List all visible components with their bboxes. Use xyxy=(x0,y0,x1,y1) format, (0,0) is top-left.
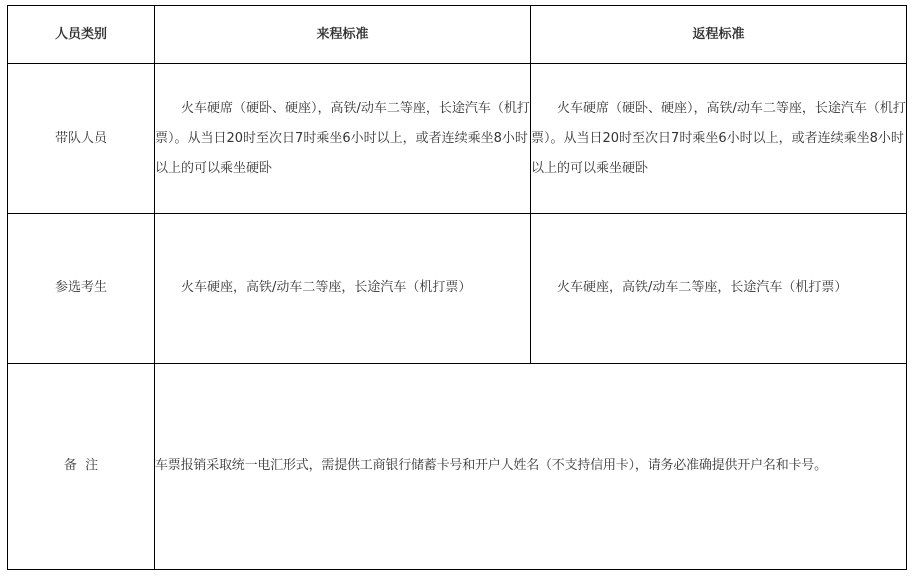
outbound-cell-candidates: 火车硬座，高铁/动车二等座，长途汽车（机打票） xyxy=(155,214,531,363)
header-return: 返程标准 xyxy=(531,6,907,64)
table-row-notes xyxy=(8,363,907,569)
category-cell-leaders: 带队人员 xyxy=(8,64,155,214)
notes-label: 备 注 xyxy=(63,458,99,474)
outbound-cell-leaders: 火车硬席（硬卧、硬座），高铁/动车二等座，长途汽车（机打票）。从当日20时至次日7时乘坐6小时以上，或者连续乘坐8小时以上的可以乘坐硬卧 xyxy=(155,64,531,214)
table-row-leaders xyxy=(8,64,907,214)
travel-standards-table xyxy=(7,5,907,570)
header-row xyxy=(8,6,907,64)
header-category: 人员类别 xyxy=(8,6,155,64)
category-cell-candidates: 参选考生 xyxy=(8,214,155,363)
notes-cell: 车票报销采取统一电汇形式，需提供工商银行储蓄卡号和开户人姓名（不支持信用卡），请务必准确提供开户名和卡号。 xyxy=(155,363,907,569)
category-cell-notes xyxy=(8,363,155,569)
header-outbound: 来程标准 xyxy=(155,6,531,64)
table-row-candidates xyxy=(8,214,907,363)
return-cell-candidates: 火车硬座，高铁/动车二等座，长途汽车（机打票） xyxy=(531,214,907,363)
return-cell-leaders: 火车硬席（硬卧、硬座），高铁/动车二等座，长途汽车（机打票）。从当日20时至次日7时乘坐6小时以上，或者连续乘坐8小时以上的可以乘坐硬卧 xyxy=(531,64,907,214)
